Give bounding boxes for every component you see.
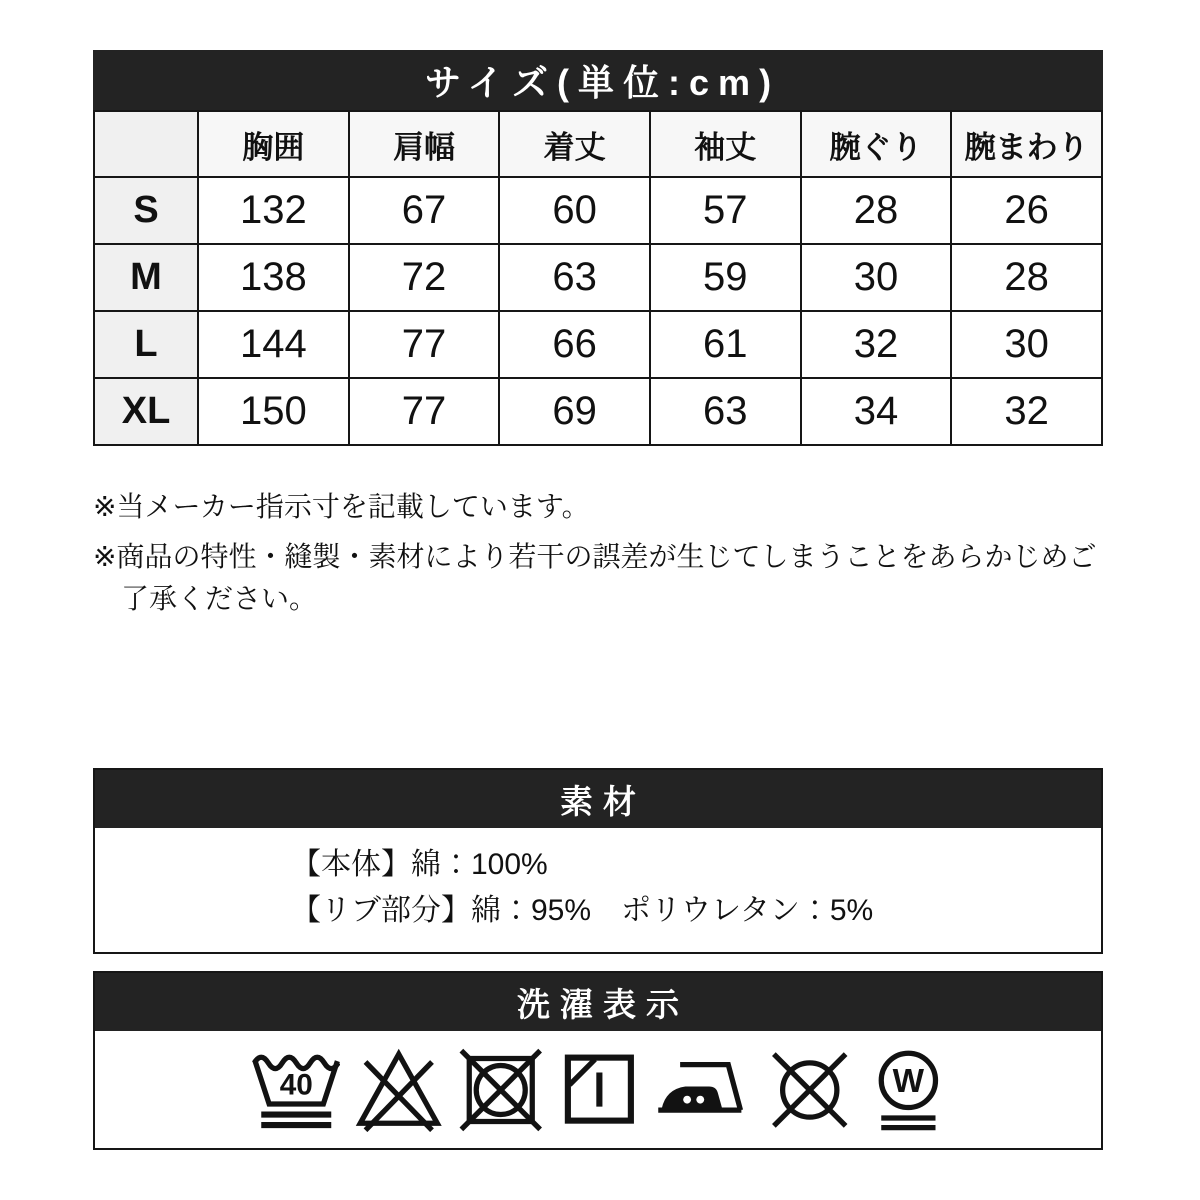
size-chart-title: サイズ(単位:cm) [424, 61, 781, 103]
size-value: 63 [650, 378, 801, 445]
table-row-size-s [94, 177, 1102, 244]
table-row-size-xl [94, 378, 1102, 445]
size-label: M [94, 244, 198, 311]
page-content [93, 0, 1103, 1150]
size-value: 72 [349, 244, 500, 311]
material-title: 素材 [560, 782, 646, 820]
size-value: 63 [499, 244, 650, 311]
size-value: 32 [951, 378, 1102, 445]
size-value: 34 [801, 378, 952, 445]
size-notes [93, 486, 1103, 620]
table-row-size-m [94, 244, 1102, 311]
column-header-armhole: 腕ぐり [801, 111, 952, 177]
material-line-rib: 【リブ部分】綿：95% ポリウレタン：5% [291, 894, 874, 927]
size-value: 138 [198, 244, 349, 311]
column-header-arm-circumference: 腕まわり [951, 111, 1102, 177]
size-label: L [94, 311, 198, 378]
size-value: 144 [198, 311, 349, 378]
wet-clean-letter: W [892, 1062, 924, 1100]
size-value: 69 [499, 378, 650, 445]
care-title-bar [95, 973, 1101, 1031]
note-tolerance: ※商品の特性・縫製・素材により若干の誤差が生じてしまうことをあらかじめご了承ください。 [93, 541, 1097, 614]
line-dry-in-shade-icon [560, 1048, 639, 1132]
column-header-chest: 胸囲 [198, 111, 349, 177]
wash-40-gentle-icon [249, 1048, 340, 1132]
iron-medium-icon [653, 1048, 751, 1132]
do-not-bleach-icon [355, 1048, 443, 1132]
size-table-header-row [94, 111, 1102, 177]
size-value: 60 [499, 177, 650, 244]
size-value: 26 [951, 177, 1102, 244]
size-value: 132 [198, 177, 349, 244]
care-section [93, 971, 1103, 1150]
note-manufacturer-size: ※当メーカー指示寸を記載しています。 [93, 491, 590, 522]
size-value: 66 [499, 311, 650, 378]
size-value: 77 [349, 311, 500, 378]
column-header-length: 着丈 [499, 111, 650, 177]
size-chart-section [93, 50, 1103, 446]
size-value: 28 [951, 244, 1102, 311]
size-value: 30 [951, 311, 1102, 378]
care-symbols-row [95, 1031, 1101, 1148]
do-not-tumble-dry-icon [457, 1048, 545, 1132]
size-chart-table [93, 110, 1103, 446]
size-label: S [94, 177, 198, 244]
size-label: XL [94, 378, 198, 445]
wash-temperature-label: 40 [279, 1067, 313, 1101]
material-line-body: 【本体】綿：100% [291, 848, 548, 881]
care-title: 洗濯表示 [517, 985, 689, 1023]
size-value: 150 [198, 378, 349, 445]
size-chart-title-bar [93, 50, 1103, 110]
column-header-shoulder: 肩幅 [349, 111, 500, 177]
size-value: 57 [650, 177, 801, 244]
wet-clean-gentle-icon [869, 1048, 948, 1132]
size-value: 59 [650, 244, 801, 311]
size-value: 30 [801, 244, 952, 311]
do-not-dry-clean-icon [766, 1048, 854, 1132]
material-section [93, 768, 1103, 954]
table-row-size-l [94, 311, 1102, 378]
size-value: 61 [650, 311, 801, 378]
column-header-sleeve: 袖丈 [650, 111, 801, 177]
size-value: 28 [801, 177, 952, 244]
size-table-corner-cell [94, 111, 198, 177]
material-title-bar [95, 770, 1101, 828]
size-value: 77 [349, 378, 500, 445]
size-value: 67 [349, 177, 500, 244]
material-body [95, 828, 1101, 952]
size-value: 32 [801, 311, 952, 378]
